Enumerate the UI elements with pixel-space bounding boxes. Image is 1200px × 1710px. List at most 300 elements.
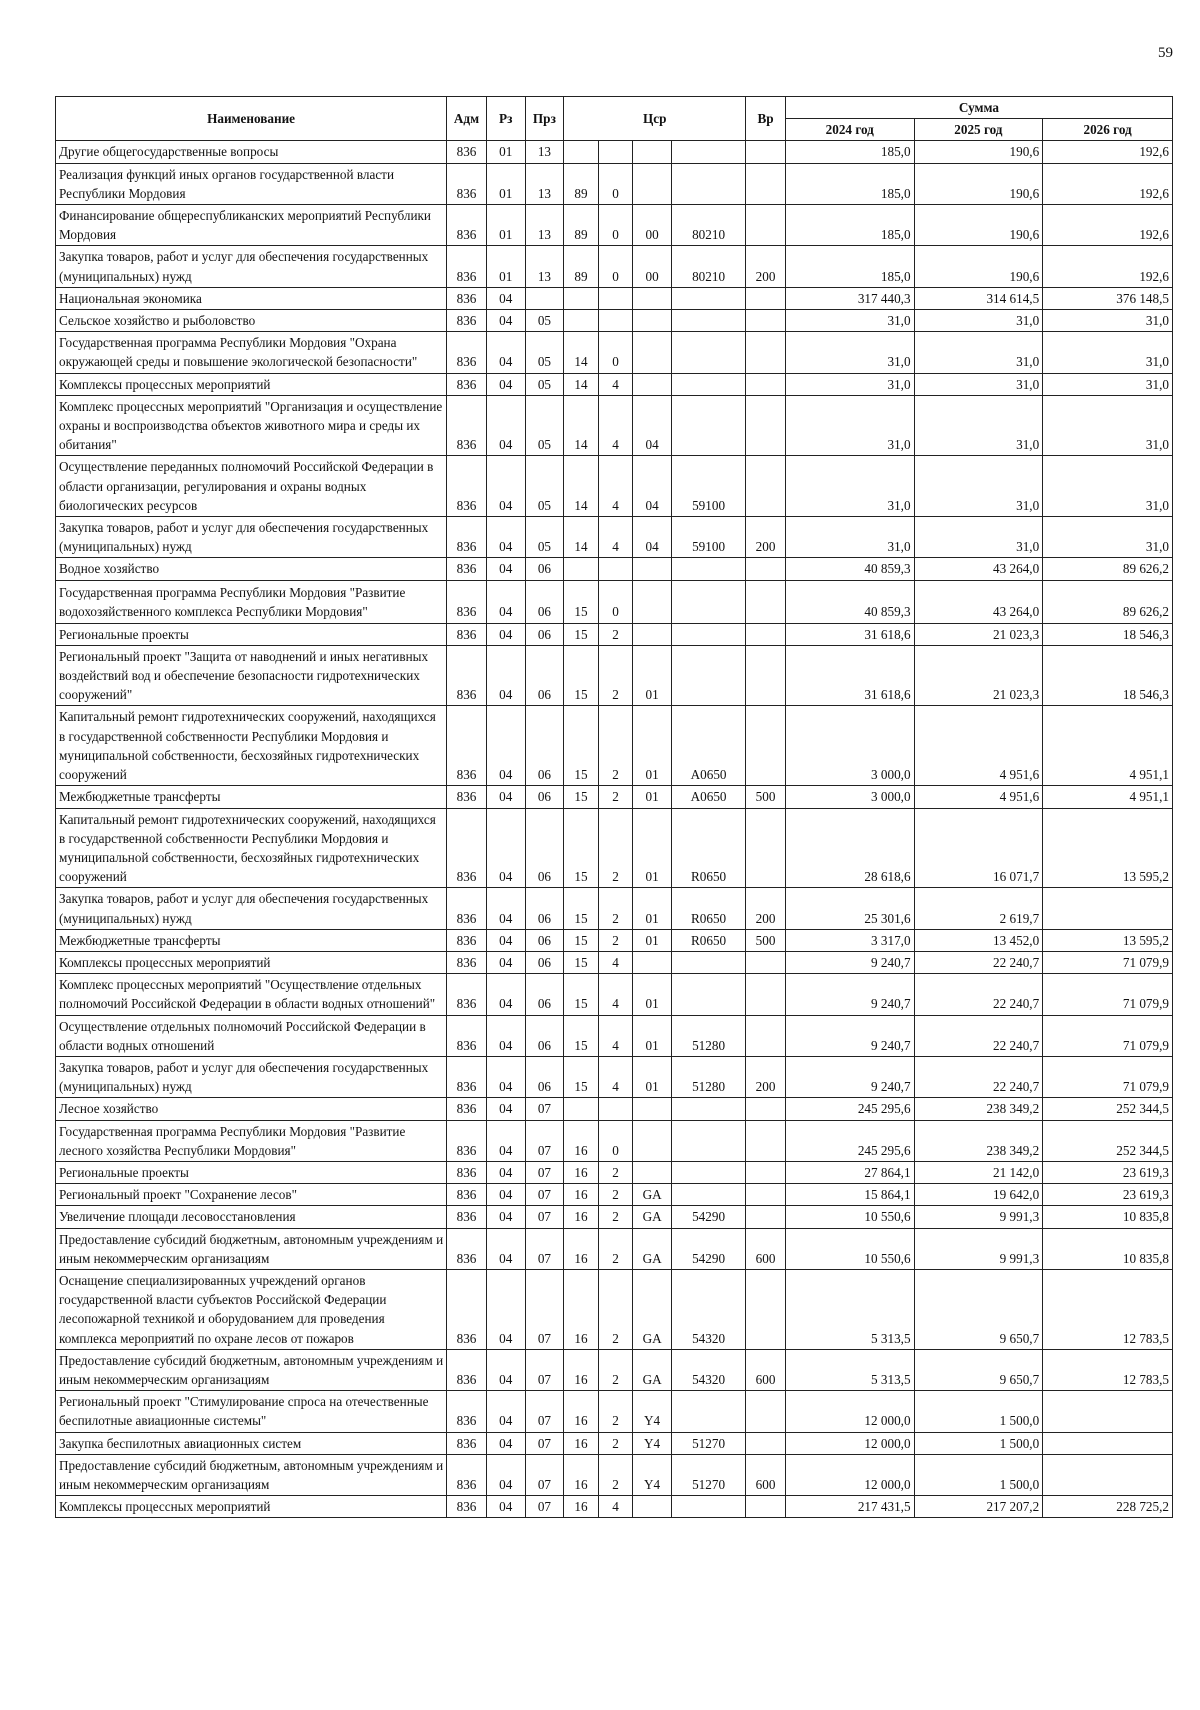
row-csr-type: 4: [598, 951, 633, 973]
row-rz: 04: [486, 310, 525, 332]
row-name: Реализация функций иных органов государственной власти Республики Мордовия: [56, 163, 447, 204]
row-sum-2024: 40 859,3: [785, 580, 914, 623]
header-year-2025: 2025 год: [914, 119, 1043, 141]
row-csr-program: 15: [564, 888, 599, 929]
row-csr-structural: 01: [633, 1056, 672, 1097]
row-csr-program: 15: [564, 951, 599, 973]
row-sum-2024: 25 301,6: [785, 888, 914, 929]
row-sum-2024: 185,0: [785, 163, 914, 204]
row-prz: 06: [525, 888, 564, 929]
row-rz: 01: [486, 163, 525, 204]
row-vr: 200: [746, 1056, 786, 1097]
table-row: [56, 1056, 1173, 1097]
row-sum-2025: 4 951,6: [914, 706, 1043, 786]
row-csr-program: 15: [564, 706, 599, 786]
table-row: [56, 1120, 1173, 1161]
row-prz: 06: [525, 786, 564, 808]
row-name: Региональные проекты: [56, 1161, 447, 1183]
table-row: [56, 456, 1173, 517]
row-vr: [746, 623, 786, 645]
row-sum-2026: 13 595,2: [1043, 808, 1173, 888]
row-prz: 06: [525, 1015, 564, 1056]
row-csr-structural: 01: [633, 786, 672, 808]
table-row: [56, 808, 1173, 888]
row-name: Комплекс процессных мероприятий "Осуществление отдельных полномочий Российской Федерации в области водных отношений": [56, 974, 447, 1015]
row-csr-structural: 00: [633, 246, 672, 287]
row-adm: 836: [447, 1269, 487, 1349]
row-prz: 05: [525, 456, 564, 517]
row-vr: [746, 332, 786, 373]
row-prz: 13: [525, 246, 564, 287]
row-sum-2026: 4 951,1: [1043, 706, 1173, 786]
row-csr-type: 2: [598, 786, 633, 808]
row-rz: 04: [486, 1056, 525, 1097]
row-vr: [746, 1432, 786, 1454]
row-csr-program: 15: [564, 808, 599, 888]
row-rz: 04: [486, 1269, 525, 1349]
row-name: Другие общегосударственные вопросы: [56, 141, 447, 163]
row-rz: 04: [486, 395, 525, 456]
row-rz: 04: [486, 808, 525, 888]
row-csr-program: 16: [564, 1184, 599, 1206]
row-csr-program: 16: [564, 1120, 599, 1161]
row-sum-2025: 9 991,3: [914, 1228, 1043, 1269]
row-sum-2025: 43 264,0: [914, 580, 1043, 623]
table-row: [56, 888, 1173, 929]
row-sum-2026: [1043, 1432, 1173, 1454]
row-name: Капитальный ремонт гидротехнических сооружений, находящихся в государственной собственности Республики Мордовия и муниципальной собственности, бесхозяйных гидротехнических сооружений: [56, 808, 447, 888]
row-csr-direction: [671, 1120, 745, 1161]
table-row: [56, 1496, 1173, 1518]
row-sum-2025: 22 240,7: [914, 1015, 1043, 1056]
row-csr-type: 0: [598, 580, 633, 623]
row-csr-direction: 51280: [671, 1056, 745, 1097]
row-adm: 836: [447, 1184, 487, 1206]
row-csr-structural: GA: [633, 1269, 672, 1349]
row-prz: 13: [525, 163, 564, 204]
row-sum-2026: 71 079,9: [1043, 1015, 1173, 1056]
row-csr-structural: 01: [633, 808, 672, 888]
row-csr-program: 16: [564, 1496, 599, 1518]
row-csr-program: 89: [564, 205, 599, 246]
row-csr-program: 15: [564, 580, 599, 623]
row-rz: 04: [486, 929, 525, 951]
row-csr-type: [598, 1098, 633, 1120]
row-csr-direction: R0650: [671, 808, 745, 888]
row-sum-2025: 21 023,3: [914, 623, 1043, 645]
row-vr: [746, 645, 786, 706]
row-sum-2025: 2 619,7: [914, 888, 1043, 929]
row-name: Комплексы процессных мероприятий: [56, 1496, 447, 1518]
header-rz: Рз: [486, 97, 525, 141]
row-csr-structural: Y4: [633, 1391, 672, 1432]
row-csr-direction: [671, 163, 745, 204]
table-row: [56, 163, 1173, 204]
row-prz: [525, 287, 564, 309]
row-sum-2025: 31,0: [914, 456, 1043, 517]
row-rz: 04: [486, 1454, 525, 1495]
row-prz: 07: [525, 1496, 564, 1518]
row-name: Региональный проект "Сохранение лесов": [56, 1184, 447, 1206]
row-name: Региональный проект "Защита от наводнений и иных негативных воздействий вод и обеспечение безопасности гидротехнических сооружений": [56, 645, 447, 706]
row-csr-program: 16: [564, 1269, 599, 1349]
row-sum-2024: 9 240,7: [785, 951, 914, 973]
header-adm: Адм: [447, 97, 487, 141]
row-csr-structural: 04: [633, 456, 672, 517]
row-sum-2024: 185,0: [785, 205, 914, 246]
row-csr-structural: 01: [633, 645, 672, 706]
row-csr-type: 2: [598, 623, 633, 645]
row-vr: [746, 310, 786, 332]
table-row: [56, 558, 1173, 580]
row-csr-direction: [671, 395, 745, 456]
row-sum-2026: [1043, 1454, 1173, 1495]
row-sum-2026: 71 079,9: [1043, 1056, 1173, 1097]
row-csr-type: 0: [598, 163, 633, 204]
row-csr-structural: GA: [633, 1228, 672, 1269]
row-csr-program: [564, 1098, 599, 1120]
row-sum-2026: 192,6: [1043, 246, 1173, 287]
row-csr-type: [598, 558, 633, 580]
row-csr-structural: [633, 623, 672, 645]
row-csr-structural: GA: [633, 1349, 672, 1390]
row-adm: 836: [447, 888, 487, 929]
row-sum-2024: 5 313,5: [785, 1269, 914, 1349]
row-csr-type: 2: [598, 1454, 633, 1495]
row-csr-direction: [671, 1161, 745, 1183]
row-csr-direction: [671, 645, 745, 706]
row-sum-2024: 31 618,6: [785, 623, 914, 645]
row-adm: 836: [447, 645, 487, 706]
row-name: Государственная программа Республики Мордовия "Охрана окружающей среды и повышение экологической безопасности": [56, 332, 447, 373]
row-sum-2024: 5 313,5: [785, 1349, 914, 1390]
row-sum-2024: 28 618,6: [785, 808, 914, 888]
row-prz: 06: [525, 623, 564, 645]
table-row: [56, 1161, 1173, 1183]
table-row: [56, 1269, 1173, 1349]
row-prz: 07: [525, 1098, 564, 1120]
row-adm: 836: [447, 706, 487, 786]
row-sum-2024: 9 240,7: [785, 1015, 914, 1056]
row-sum-2025: 19 642,0: [914, 1184, 1043, 1206]
row-name: Закупка товаров, работ и услуг для обеспечения государственных (муниципальных) нужд: [56, 246, 447, 287]
row-name: Региональные проекты: [56, 623, 447, 645]
table-row: [56, 1184, 1173, 1206]
row-csr-direction: [671, 332, 745, 373]
row-csr-direction: 54290: [671, 1228, 745, 1269]
row-csr-program: [564, 141, 599, 163]
row-vr: [746, 1161, 786, 1183]
row-prz: 05: [525, 395, 564, 456]
row-sum-2024: 3 317,0: [785, 929, 914, 951]
row-csr-structural: [633, 287, 672, 309]
row-sum-2025: 217 207,2: [914, 1496, 1043, 1518]
row-csr-program: 15: [564, 623, 599, 645]
row-adm: 836: [447, 141, 487, 163]
row-sum-2025: 9 650,7: [914, 1349, 1043, 1390]
row-sum-2024: 3 000,0: [785, 706, 914, 786]
row-vr: 600: [746, 1228, 786, 1269]
row-rz: 04: [486, 623, 525, 645]
row-csr-structural: [633, 580, 672, 623]
row-sum-2026: 12 783,5: [1043, 1269, 1173, 1349]
row-csr-type: 4: [598, 456, 633, 517]
table-row: [56, 1098, 1173, 1120]
header-prz: Прз: [525, 97, 564, 141]
row-sum-2025: 1 500,0: [914, 1454, 1043, 1495]
row-vr: [746, 395, 786, 456]
row-sum-2026: 192,6: [1043, 205, 1173, 246]
row-csr-program: 89: [564, 246, 599, 287]
header-name: Наименование: [56, 97, 447, 141]
row-vr: [746, 706, 786, 786]
row-csr-direction: [671, 623, 745, 645]
row-csr-direction: 59100: [671, 456, 745, 517]
row-name: Комплексы процессных мероприятий: [56, 373, 447, 395]
row-csr-type: 2: [598, 1206, 633, 1228]
row-csr-structural: [633, 1120, 672, 1161]
row-sum-2026: 31,0: [1043, 517, 1173, 558]
row-sum-2025: 16 071,7: [914, 808, 1043, 888]
row-sum-2026: 23 619,3: [1043, 1184, 1173, 1206]
row-name: Государственная программа Республики Мордовия "Развитие лесного хозяйства Республики Мордовия": [56, 1120, 447, 1161]
row-csr-program: 16: [564, 1432, 599, 1454]
row-rz: 04: [486, 1098, 525, 1120]
row-adm: 836: [447, 246, 487, 287]
row-vr: 200: [746, 246, 786, 287]
row-sum-2026: 31,0: [1043, 395, 1173, 456]
row-sum-2026: 71 079,9: [1043, 951, 1173, 973]
table-row: [56, 974, 1173, 1015]
row-csr-program: 15: [564, 929, 599, 951]
row-prz: 07: [525, 1432, 564, 1454]
row-csr-type: [598, 287, 633, 309]
row-csr-structural: [633, 1496, 672, 1518]
row-csr-direction: 54320: [671, 1349, 745, 1390]
row-sum-2024: 9 240,7: [785, 1056, 914, 1097]
row-name: Оснащение специализированных учреждений органов государственной власти субъектов Российской Федерации лесопожарной техникой и оборудованием для проведения комплекса мероприятий по охране лесов от пожаров: [56, 1269, 447, 1349]
row-csr-program: 14: [564, 517, 599, 558]
row-csr-direction: R0650: [671, 929, 745, 951]
row-vr: [746, 205, 786, 246]
row-sum-2024: 185,0: [785, 141, 914, 163]
row-csr-direction: 54320: [671, 1269, 745, 1349]
row-adm: 836: [447, 310, 487, 332]
row-sum-2025: 31,0: [914, 310, 1043, 332]
row-csr-program: 16: [564, 1391, 599, 1432]
row-name: Национальная экономика: [56, 287, 447, 309]
row-csr-type: [598, 141, 633, 163]
row-csr-type: [598, 310, 633, 332]
table-row: [56, 141, 1173, 163]
row-csr-type: 2: [598, 1228, 633, 1269]
row-csr-direction: 51270: [671, 1432, 745, 1454]
row-rz: 04: [486, 974, 525, 1015]
row-rz: 01: [486, 205, 525, 246]
row-sum-2026: 71 079,9: [1043, 974, 1173, 1015]
row-prz: 07: [525, 1161, 564, 1183]
row-csr-type: 4: [598, 1056, 633, 1097]
row-csr-program: 15: [564, 1015, 599, 1056]
row-csr-structural: [633, 141, 672, 163]
row-csr-structural: Y4: [633, 1454, 672, 1495]
header-sum: Сумма: [785, 97, 1172, 119]
row-sum-2026: 89 626,2: [1043, 558, 1173, 580]
row-sum-2026: 252 344,5: [1043, 1120, 1173, 1161]
row-csr-direction: [671, 580, 745, 623]
row-csr-type: 4: [598, 1496, 633, 1518]
row-vr: [746, 1269, 786, 1349]
table-row: [56, 310, 1173, 332]
row-sum-2025: 4 951,6: [914, 786, 1043, 808]
row-vr: [746, 808, 786, 888]
row-sum-2025: 13 452,0: [914, 929, 1043, 951]
table-row: [56, 395, 1173, 456]
row-vr: [746, 373, 786, 395]
row-name: Осуществление отдельных полномочий Российской Федерации в области водных отношений: [56, 1015, 447, 1056]
row-sum-2026: 12 783,5: [1043, 1349, 1173, 1390]
row-adm: 836: [447, 1120, 487, 1161]
row-csr-structural: [633, 558, 672, 580]
row-sum-2025: 31,0: [914, 395, 1043, 456]
row-csr-program: 16: [564, 1454, 599, 1495]
row-name: Комплексы процессных мероприятий: [56, 951, 447, 973]
row-vr: [746, 951, 786, 973]
row-name: Водное хозяйство: [56, 558, 447, 580]
row-csr-structural: [633, 163, 672, 204]
row-prz: 05: [525, 332, 564, 373]
row-name: Предоставление субсидий бюджетным, автономным учреждениям и иным некоммерческим организациям: [56, 1454, 447, 1495]
row-csr-type: 2: [598, 1269, 633, 1349]
row-name: Финансирование общереспубликанских мероприятий Республики Мордовия: [56, 205, 447, 246]
table-row: [56, 929, 1173, 951]
row-csr-structural: 01: [633, 974, 672, 1015]
table-row: [56, 645, 1173, 706]
row-vr: 200: [746, 888, 786, 929]
row-rz: 04: [486, 287, 525, 309]
row-sum-2024: 9 240,7: [785, 974, 914, 1015]
row-sum-2024: 15 864,1: [785, 1184, 914, 1206]
row-csr-direction: 51270: [671, 1454, 745, 1495]
row-name: Увеличение площади лесовосстановления: [56, 1206, 447, 1228]
row-csr-direction: [671, 1496, 745, 1518]
row-prz: 07: [525, 1454, 564, 1495]
row-rz: 04: [486, 1120, 525, 1161]
row-prz: 05: [525, 310, 564, 332]
row-sum-2025: 314 614,5: [914, 287, 1043, 309]
row-rz: 04: [486, 1391, 525, 1432]
row-sum-2024: 12 000,0: [785, 1391, 914, 1432]
row-csr-structural: [633, 1161, 672, 1183]
row-vr: [746, 1098, 786, 1120]
row-sum-2025: 31,0: [914, 517, 1043, 558]
row-adm: 836: [447, 623, 487, 645]
row-csr-type: 0: [598, 1120, 633, 1161]
row-adm: 836: [447, 287, 487, 309]
row-sum-2026: 376 148,5: [1043, 287, 1173, 309]
header-row: [56, 97, 1173, 119]
header-vr: Вр: [746, 97, 786, 141]
row-sum-2026: [1043, 1391, 1173, 1432]
row-vr: [746, 456, 786, 517]
row-sum-2024: 31,0: [785, 373, 914, 395]
row-csr-structural: [633, 332, 672, 373]
table-row: [56, 287, 1173, 309]
row-name: Лесное хозяйство: [56, 1098, 447, 1120]
row-sum-2024: 185,0: [785, 246, 914, 287]
row-adm: 836: [447, 974, 487, 1015]
row-csr-structural: 01: [633, 1015, 672, 1056]
row-adm: 836: [447, 1228, 487, 1269]
row-prz: 06: [525, 929, 564, 951]
row-name: Закупка беспилотных авиационных систем: [56, 1432, 447, 1454]
row-adm: 836: [447, 395, 487, 456]
row-sum-2026: 10 835,8: [1043, 1228, 1173, 1269]
row-csr-type: 0: [598, 332, 633, 373]
row-vr: 600: [746, 1454, 786, 1495]
row-adm: 836: [447, 1161, 487, 1183]
row-csr-type: 4: [598, 395, 633, 456]
row-vr: [746, 974, 786, 1015]
row-adm: 836: [447, 1098, 487, 1120]
table-row: [56, 1206, 1173, 1228]
row-csr-direction: [671, 951, 745, 973]
table-row: [56, 246, 1173, 287]
row-prz: 06: [525, 706, 564, 786]
row-sum-2024: 12 000,0: [785, 1454, 914, 1495]
row-csr-direction: [671, 1098, 745, 1120]
row-sum-2024: 245 295,6: [785, 1120, 914, 1161]
row-sum-2025: 1 500,0: [914, 1432, 1043, 1454]
row-csr-structural: 04: [633, 395, 672, 456]
row-adm: 836: [447, 558, 487, 580]
row-name: Межбюджетные трансферты: [56, 929, 447, 951]
table-row: [56, 580, 1173, 623]
row-name: Закупка товаров, работ и услуг для обеспечения государственных (муниципальных) нужд: [56, 517, 447, 558]
header-year-2024: 2024 год: [785, 119, 914, 141]
row-rz: 04: [486, 951, 525, 973]
row-csr-program: 89: [564, 163, 599, 204]
row-sum-2025: 190,6: [914, 141, 1043, 163]
row-adm: 836: [447, 929, 487, 951]
row-prz: 06: [525, 951, 564, 973]
row-vr: [746, 163, 786, 204]
table-row: [56, 1432, 1173, 1454]
row-csr-structural: 04: [633, 517, 672, 558]
row-csr-structural: 01: [633, 929, 672, 951]
row-csr-program: 15: [564, 786, 599, 808]
row-sum-2024: 317 440,3: [785, 287, 914, 309]
row-sum-2025: 22 240,7: [914, 1056, 1043, 1097]
row-vr: 200: [746, 517, 786, 558]
row-csr-structural: 01: [633, 888, 672, 929]
row-adm: 836: [447, 580, 487, 623]
row-sum-2025: 21 142,0: [914, 1161, 1043, 1183]
row-sum-2026: 10 835,8: [1043, 1206, 1173, 1228]
row-name: Сельское хозяйство и рыболовство: [56, 310, 447, 332]
row-csr-structural: Y4: [633, 1432, 672, 1454]
row-adm: 836: [447, 373, 487, 395]
page-number: 59: [1158, 45, 1173, 61]
row-sum-2024: 31,0: [785, 517, 914, 558]
row-vr: [746, 141, 786, 163]
row-csr-direction: 80210: [671, 205, 745, 246]
row-rz: 04: [486, 558, 525, 580]
row-sum-2025: 190,6: [914, 246, 1043, 287]
row-csr-structural: [633, 310, 672, 332]
row-csr-type: 2: [598, 888, 633, 929]
row-csr-direction: [671, 558, 745, 580]
